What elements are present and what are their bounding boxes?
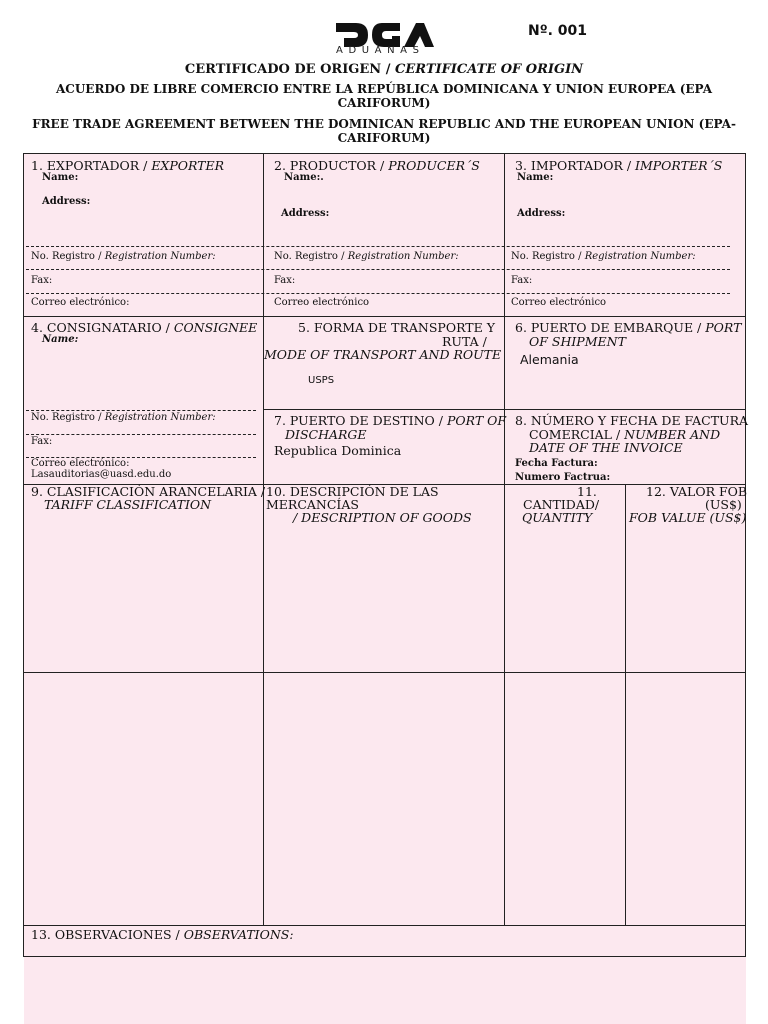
consignee-name-label: Name: [42, 334, 79, 345]
quantity-label-1: 11. [577, 484, 597, 499]
shipment-port-label-es: 6. PUERTO DE EMBARQUE / [515, 320, 702, 335]
importer-label [515, 158, 722, 173]
importer-reg-en: Registration Number: [584, 251, 696, 262]
transport-value: USPS [308, 375, 335, 386]
observations-label-es: 13. OBSERVACIONES / [31, 927, 180, 942]
consignee-reg-en: Registration Number: [104, 412, 216, 423]
invoice-label-es-1: 8. NÚMERO Y FECHA DE FACTURA [515, 413, 749, 428]
producer-registration [274, 251, 459, 262]
invoice-label-en-1: NUMBER AND [624, 427, 721, 442]
shipment-port-value: Alemania [520, 352, 579, 367]
importer-name-label: Name: [517, 172, 554, 183]
transport-label-en: MODE OF TRANSPORT AND ROUTE [264, 347, 502, 362]
consignee-label-es: 4. CONSIGNATARIO / [31, 320, 170, 335]
producer-reg-es: No. Registro / [274, 251, 345, 262]
agreement-en: FREE TRADE AGREEMENT BETWEEN THE DOMINICAN REPUBLIC AND THE EUROPEAN UNION (EPA-CARIFORUM) [32, 117, 736, 145]
discharge-port-label [274, 413, 506, 428]
consignee-fax: Fax: [31, 436, 53, 447]
exporter-reg-es: No. Registro / [31, 251, 102, 262]
exporter-email: Correo electrónico: [31, 297, 130, 308]
importer-registration [511, 251, 696, 262]
goods-label-en: / DESCRIPTION OF GOODS [293, 510, 472, 525]
exporter-address-label: Address: [42, 196, 91, 207]
observations-label-en: OBSERVATIONS: [183, 927, 294, 942]
discharge-port-label-en-2: DISCHARGE [285, 427, 367, 442]
dga-logo [334, 20, 436, 60]
goods-label-es-2: MERCANCÍAS [266, 497, 359, 512]
agreement-es: ACUERDO DE LIBRE COMERCIO ENTRE LA REPÚBLICA DOMINICANA Y UNION EUROPEA (EPA CARIFORUM) [55, 82, 713, 110]
importer-email: Correo electrónico [511, 297, 607, 308]
consignee-email-value: Lasauditorias@uasd.edu.do [31, 469, 172, 480]
transport-label-es-1: 5. FORMA DE TRANSPORTE Y [298, 320, 495, 335]
consignee-registration [31, 412, 216, 423]
importer-reg-es: No. Registro / [511, 251, 582, 262]
invoice-date-label: Fecha Factura: [515, 458, 598, 469]
exporter-fax: Fax: [31, 275, 53, 286]
exporter-registration [31, 251, 216, 262]
exporter-label-en: EXPORTER [151, 158, 225, 173]
title-en: CERTIFICATE OF ORIGIN [394, 62, 584, 77]
discharge-port-label-en-1: PORT OF [446, 413, 507, 428]
consignee-reg-es: No. Registro / [31, 412, 102, 423]
fob-label-1: 12. VALOR FOB [646, 484, 748, 499]
shipment-port-label-en-2: OF SHIPMENT [529, 334, 626, 349]
producer-label [274, 158, 480, 173]
shipment-port-label [515, 320, 741, 335]
importer-label-es: 3. IMPORTADOR / [515, 158, 632, 173]
exporter-name-label: Name: [42, 172, 79, 183]
producer-name-label: Name:. [284, 172, 324, 183]
invoice-label-es-2: COMERCIAL / [529, 427, 621, 442]
invoice-number-label: Numero Factrua: [515, 472, 611, 483]
producer-fax: Fax: [274, 275, 296, 286]
discharge-port-label-es: 7. PUERTO DE DESTINO / [274, 413, 443, 428]
page-title [0, 62, 768, 77]
discharge-port-value: Republica Dominica [274, 443, 402, 458]
invoice-label-en-2: DATE OF THE INVOICE [529, 440, 683, 455]
certificate-number: Nº. 001 [528, 23, 588, 39]
fob-label-en: FOB VALUE (US$) [629, 510, 747, 525]
tariff-label-en: TARIFF CLASSIFICATION [44, 497, 212, 512]
shipment-port-label-en-1: PORT [705, 320, 742, 335]
tariff-label-es: 9. CLASIFICACIÓN ARANCELARIA / [31, 484, 266, 499]
form-background [24, 154, 748, 957]
importer-fax: Fax: [511, 275, 533, 286]
quantity-label-2: CANTIDAD/ [523, 497, 600, 512]
exporter-label [31, 158, 224, 173]
quantity-label-en: QUANTITY [522, 510, 593, 525]
consignee-label [31, 320, 257, 335]
producer-reg-en: Registration Number: [347, 251, 459, 262]
transport-label-es-2: RUTA / [442, 334, 487, 349]
exporter-reg-en: Registration Number: [104, 251, 216, 262]
importer-address-label: Address: [517, 208, 566, 219]
observations-label [31, 927, 294, 942]
form-continuation [24, 957, 746, 1024]
title-es: CERTIFICADO DE ORIGEN / [184, 62, 391, 77]
producer-address-label: Address: [281, 208, 330, 219]
fob-label-2: (US$) [705, 497, 742, 512]
goods-label-es-1: 10. DESCRIPCIÓN DE LAS [266, 484, 439, 499]
importer-label-en: IMPORTER´S [635, 158, 723, 173]
consignee-label-en: CONSIGNEE [173, 320, 258, 335]
logo-subtitle: ADUANAS [336, 45, 425, 56]
producer-email: Correo electrónico [274, 297, 370, 308]
producer-label-en: PRODUCER´S [388, 158, 480, 173]
producer-label-es: 2. PRODUCTOR / [274, 158, 385, 173]
exporter-label-es: 1. EXPORTADOR / [31, 158, 148, 173]
consignee-email: Correo electrónico: [31, 458, 130, 469]
